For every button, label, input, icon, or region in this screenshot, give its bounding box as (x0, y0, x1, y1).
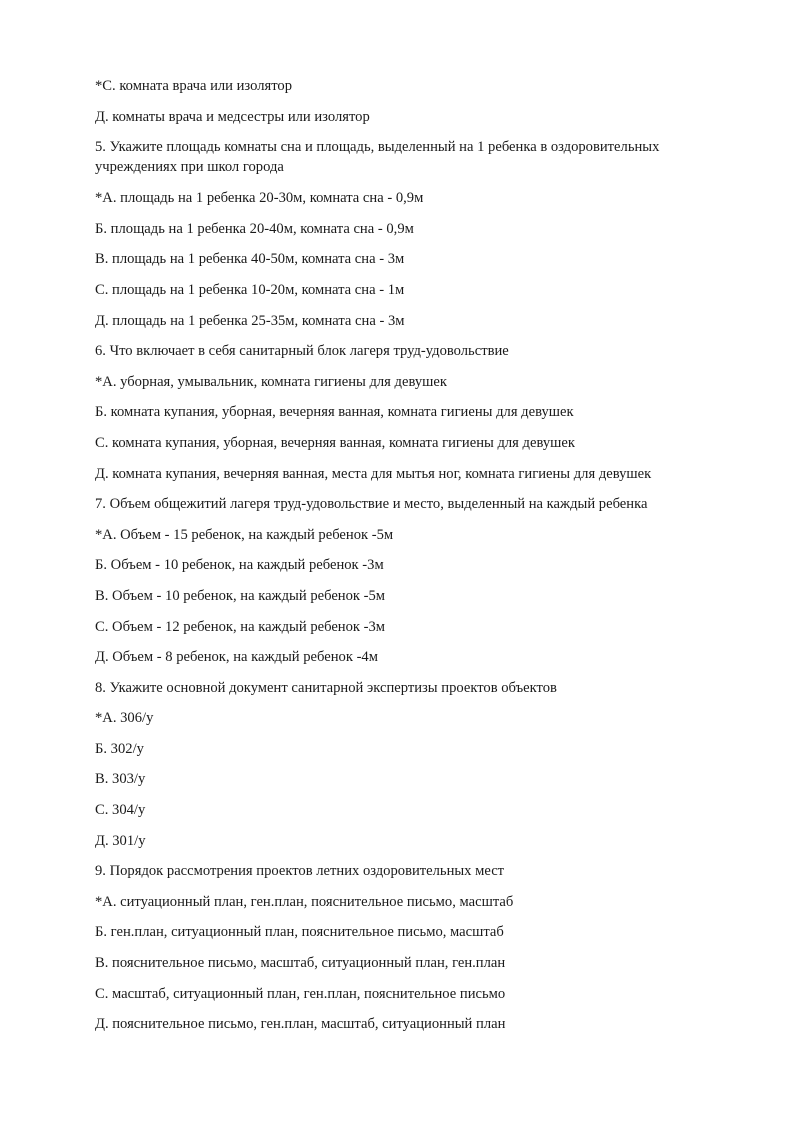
answer-option: Д. площадь на 1 ребенка 25-35м, комната сна - 3м (95, 312, 405, 329)
answer-option: С. комната купания, уборная, вечерняя ванная, комната гигиены для девушек (95, 434, 575, 451)
answer-option: С. 304/у (95, 802, 146, 819)
answer-option: *С. комната врача или изолятор (95, 78, 292, 94)
question-text: 7. Объем общежитий лагеря труд-удовольствие и место, выделенный на каждый ребенка (95, 496, 648, 513)
answer-option: Б. ген.план, ситуационный план, пояснительное письмо, масштаб (95, 924, 504, 941)
answer-option: Б. 302/у (95, 740, 144, 757)
answer-option: Б. Объем - 10 ребенок, на каждый ребенок -3м (95, 557, 384, 574)
question-text: 9. Порядок рассмотрения проектов летних оздоровительных мест (95, 863, 505, 880)
answer-option: Д. комнаты врача и медсестры или изолятор (95, 108, 370, 125)
answer-option: В. 303/у (95, 771, 146, 788)
answer-option: Б. площадь на 1 ребенка 20-40м, комната сна - 0,9м (95, 220, 414, 237)
answer-option: *А. 306/у (95, 710, 154, 727)
answer-option: С. Объем - 12 ребенок, на каждый ребенок -3м (95, 618, 386, 635)
answer-option: Д. пояснительное письмо, ген.план, масштаб, ситуационный план (95, 1016, 506, 1033)
answer-option: Б. комната купания, уборная, вечерняя ванная, комната гигиены для девушек (95, 404, 574, 421)
answer-option: Д. 301/у (95, 832, 146, 849)
answer-option: С. масштаб, ситуационный план, ген.план, пояснительное письмо (95, 985, 506, 1002)
answer-option: *А. Объем - 15 ребенок, на каждый ребенок -5м (95, 526, 394, 543)
answer-option: *А. площадь на 1 ребенка 20-30м, комната сна - 0,9м (95, 190, 424, 207)
document-text (95, 76, 735, 1045)
answer-option: Д. Объем - 8 ребенок, на каждый ребенок -4м (95, 649, 378, 666)
answer-option: В. Объем - 10 ребенок, на каждый ребенок -5м (95, 587, 386, 604)
answer-option: В. пояснительное письмо, масштаб, ситуационный план, ген.план (95, 955, 506, 972)
question-text: 6. Что включает в себя санитарный блок лагеря труд-удовольствие (95, 343, 509, 360)
answer-option: *А. ситуационный план, ген.план, пояснительное письмо, масштаб (95, 893, 514, 910)
question-text: 8. Укажите основной документ санитарной экспертизы проектов объектов (95, 679, 557, 696)
answer-option: В. площадь на 1 ребенка 40-50м, комната сна - 3м (95, 251, 405, 268)
answer-option: Д. комната купания, вечерняя ванная, места для мытья ног, комната гигиены для девушек (95, 465, 652, 482)
answer-option: С. площадь на 1 ребенка 10-20м, комната сна - 1м (95, 281, 405, 298)
answer-option: *А. уборная, умывальник, комната гигиены для девушек (95, 373, 447, 390)
question-text: 5. Укажите площадь комнаты сна и площадь, выделенный на 1 ребенка в оздоровительных учреждениях при школ города (95, 139, 660, 176)
